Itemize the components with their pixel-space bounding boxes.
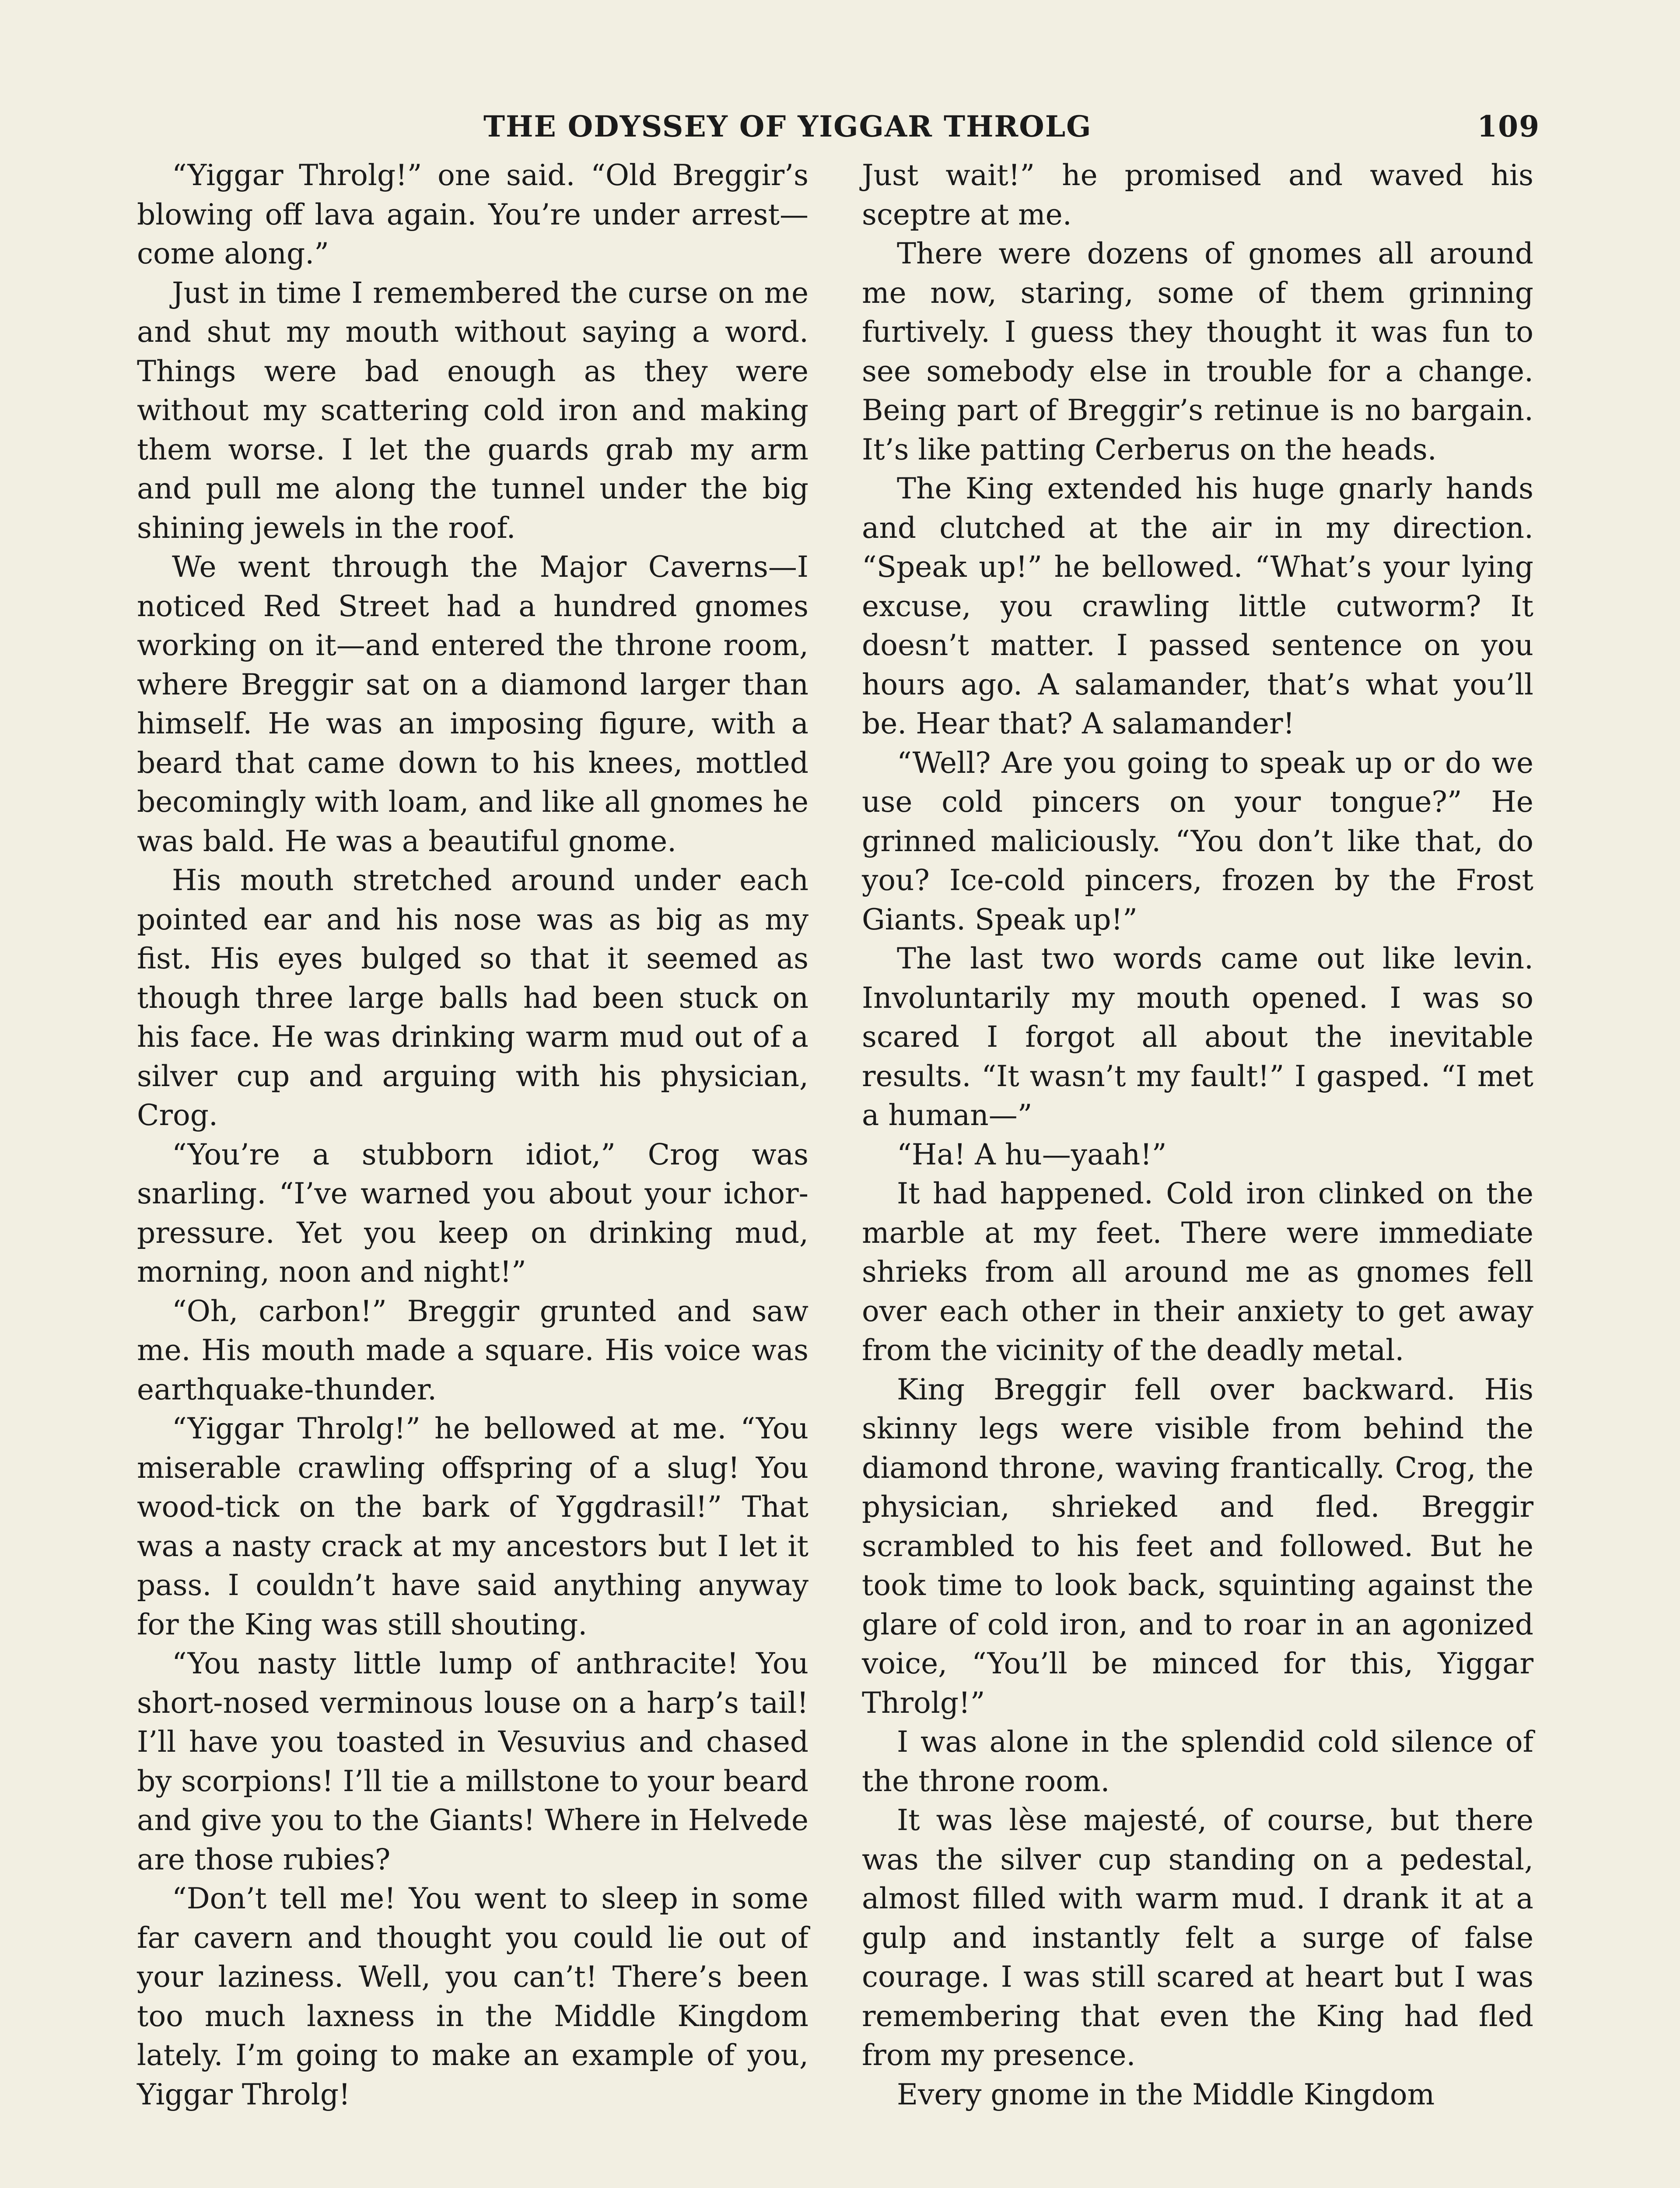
paragraph: The King extended his huge gnarly hands and clutched at the air in my direction. “Speak up!” he bellowed. “What’s your lying excuse, you crawling little cutworm? It doesn’t matter. I passed sentence on you hours ago. A salamander, that’s what you’ll be. Hear that? A salamander!: [862, 472, 1533, 740]
left-column: [137, 156, 808, 2114]
paragraph: Every gnome in the Middle Kingdom: [897, 2077, 1435, 2111]
paragraph: “Ha! A hu—yaah!”: [897, 1137, 1167, 1171]
paragraph: “Don’t tell me! You went to sleep in some far cavern and thought you could lie out of your laziness. Well, you can’t! There’s been too much laxness in the Middle Kingdom lately. I’m going to make an example of you, Yiggar Throlg!: [137, 1882, 808, 2111]
paragraph: The last two words came out like levin. Involuntarily my mouth opened. I was so scared I forgot all about the inevitable results. “It wasn’t my fault!” I gasped. “I met a human—”: [862, 942, 1533, 1132]
paragraph: “Well? Are you going to speak up or do we use cold pincers on your tongue?” He grinned maliciously. “You don’t like that, do you? Ice-cold pincers, frozen by the Frost Giants. Speak up!”: [862, 746, 1533, 936]
paragraph: King Breggir fell over backward. His skinny legs were visible from behind the diamond throne, waving frantically. Crog, the physician, shrieked and fled. Breggir scrambled to his feet and followed. But he took time to look back, squinting against the glare of cold iron, and to roar in an agonized voice, “You’ll be minced for this, Yiggar Throlg!”: [862, 1372, 1533, 1720]
paragraph: There were dozens of gnomes all around me now, staring, some of them grinning furtively. I guess they thought it was fun to see somebody else in trouble for a change. Being part of Breggir’s retinue is no bargain. It’s like patting Cerberus on the heads.: [862, 237, 1533, 466]
story-title: THE ODYSSEY OF YIGGAR THROLG: [483, 109, 1092, 144]
paragraph: I was alone in the splendid cold silence of the throne room.: [862, 1725, 1533, 1798]
paragraph: We went through the Major Caverns—I noticed Red Street had a hundred gnomes working on it—and entered the throne room, where Breggir sat on a diamond larger than himself. He was an imposing figure, with a beard that came down to his knees, mottled becomingly with loam, and like all gnomes he was bald. He was a beautiful gnome.: [137, 550, 808, 858]
paragraph: It had happened. Cold iron clinked on the marble at my feet. There were immediate shrieks from all around me as gnomes fell over each other in their anxiety to get away from the vicinity of the deadly metal.: [862, 1177, 1533, 1367]
paragraph: Just wait!” he promised and waved his sceptre at me.: [862, 158, 1533, 231]
paragraph: His mouth stretched around under each pointed ear and his nose was as big as my fist. His eyes bulged so that it seemed as though three large balls had been stuck on his face. He was drinking warm mud out of a silver cup and arguing with his physician, Crog.: [137, 863, 808, 1132]
paragraph: It was lèse majesté, of course, but there was the silver cup standing on a pedestal, almost filled with warm mud. I drank it at a gulp and instantly felt a surge of false courage. I was still scared at heart but I was remembering that even the King had fled from my presence.: [862, 1803, 1533, 2072]
paragraph: “Yiggar Throlg!” he bellowed at me. “You miserable crawling offspring of a slug! You wood-tick on the bark of Yggdrasil!” That was a nasty crack at my ancestors but I let it pass. I couldn’t have said anything anyway for the King was still shouting.: [137, 1412, 808, 1641]
page-number: 109: [1477, 109, 1540, 144]
paragraph: “You’re a stubborn idiot,” Crog was snarling. “I’ve warned you about your ichor-pressure. Yet you keep on drinking mud, morning, noon and night!”: [137, 1137, 808, 1289]
paragraph: “Yiggar Throlg!” one said. “Old Breggir’s blowing off lava again. You’re under arrest—come along.”: [137, 158, 808, 270]
paragraph: “You nasty little lump of anthracite! You short-nosed verminous louse on a harp’s tail! I’ll have you toasted in Vesuvius and chased by scorpions! I’ll tie a millstone to your beard and give you to the Giants! Where in Helvede are those rubies?: [137, 1647, 808, 1876]
right-column: [862, 156, 1533, 2114]
running-header: [483, 109, 1540, 153]
paragraph: Just in time I remembered the curse on me and shut my mouth without saying a word. Things were bad enough as they were without my scattering cold iron and making them worse. I let the guards grab my arm and pull me along the tunnel under the big shining jewels in the roof.: [137, 276, 808, 545]
paragraph: “Oh, carbon!” Breggir grunted and saw me. His mouth made a square. His voice was earthquake-thunder.: [137, 1294, 808, 1406]
